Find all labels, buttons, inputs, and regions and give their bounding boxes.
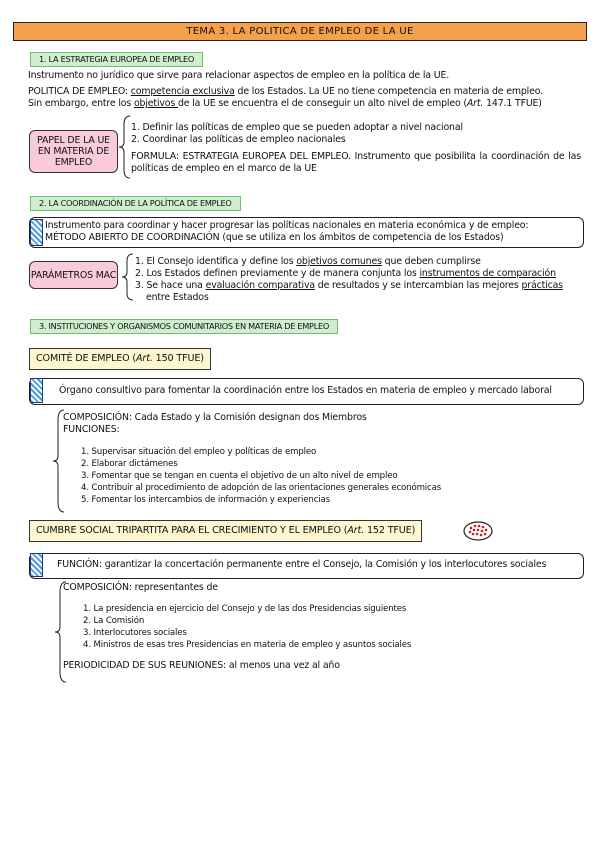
- cumbre-composicion: [63, 582, 218, 594]
- cumbre-title-text: CUMBRE SOCIAL TRIPARTITA PARA EL CRECIMIENTO Y EL EMPLEO (: [36, 525, 348, 536]
- pink-box-papel-ue: [29, 130, 118, 173]
- comite-funcion-3: 3. Fomentar que se tengan en cuenta el objetivo de un alto nivel de empleo: [81, 471, 398, 481]
- s2-item-3-underlined-2: prácticas: [521, 280, 563, 291]
- mac-note: (que se utiliza en los ámbitos de competencia de los Estados): [219, 232, 504, 243]
- s2-box-line-1: Instrumento para coordinar y hacer progresar las políticas nacionales en materia económica y de empleo:: [45, 220, 529, 231]
- comite-title-text: COMITÉ DE EMPLEO (: [36, 353, 137, 364]
- comite-funcion-4: 4. Contribuir al procedimiento de adopción de las orientaciones generales económicas: [81, 483, 442, 493]
- comite-funciones-label: FUNCIONES:: [63, 424, 120, 435]
- s2-item-1: [135, 256, 481, 268]
- comite-funcion-1: 1. Supervisar situación del empleo y políticas de empleo: [81, 447, 317, 457]
- cumbre-title: [29, 520, 422, 542]
- s2-item-3-underlined: evaluación comparativa: [205, 280, 315, 291]
- s2-brace: [121, 252, 135, 302]
- s1-formula: FORMULA: ESTRATEGIA EUROPEA DEL EMPLEO. Instrumento que posibilita la coordinación de las políticas de empleo en el marco de la UE: [131, 151, 581, 174]
- cumbre-item-4: 4. Ministros de esas tres Presidencias en materia de empleo y asuntos sociales: [83, 640, 412, 650]
- cumbre-funcion-text: : garantizar la concertación permanente entre el Consejo, la Comisión y los interlocutores sociales: [98, 559, 547, 570]
- comite-title: [29, 348, 211, 370]
- comite-composicion-label: COMPOSICIÓN: [63, 412, 129, 423]
- cumbre-title-art: Art.: [347, 525, 365, 536]
- comite-composicion-text: : Cada Estado y la Comisión designan dos Miembros: [128, 412, 367, 423]
- section-1-heading: 1. LA ESTRATEGIA EUROPEA DE EMPLEO: [30, 52, 203, 67]
- s1-paragraph-2: [28, 98, 542, 110]
- comite-funcion-2: 2. Elaborar dictámenes: [81, 459, 178, 469]
- s2-item-3: [135, 280, 563, 292]
- s2-item-3-cont: entre Estados: [146, 292, 209, 303]
- s1-p2-text: Sin embargo, entre los: [28, 98, 134, 109]
- s2-item-2: [135, 268, 556, 280]
- cumbre-funcion: [57, 559, 546, 571]
- s1-p2-underlined: objetivos: [133, 98, 178, 109]
- s2-box-line-2: [45, 232, 504, 244]
- s2-item-3-text-mid: de resultados y se intercambian las mejores: [314, 280, 522, 291]
- s1-brace: [118, 114, 132, 180]
- pink-box-parametros-mac: [29, 261, 118, 289]
- cumbre-composicion-label: COMPOSICIÓN: [63, 582, 129, 593]
- s2-item-1-underlined: objetivos comunes: [296, 256, 382, 267]
- comite-definition: Órgano consultivo para fomentar la coordinación entre los Estados en materia de empleo y mercado laboral: [59, 385, 552, 396]
- hatched-marker-icon: [30, 553, 43, 577]
- dotted-stamp-icon: [462, 520, 494, 542]
- s1-p1-underlined: competencia exclusiva: [130, 86, 235, 97]
- s1-paragraph-1: [28, 86, 543, 98]
- pink-box-parametros-mac-label: PARÁMETROS MAC: [30, 269, 117, 281]
- cumbre-composicion-text: : representantes de: [128, 582, 218, 593]
- s1-intro: Instrumento no jurídico que sirve para relacionar aspectos de empleo en la política de la UE.: [28, 70, 450, 81]
- s1-item-1: 1. Definir las políticas de empleo que se pueden adoptar a nivel nacional: [131, 122, 463, 133]
- s1-p2-text-end: 147.1 TFUE): [483, 98, 542, 109]
- cumbre-item-3: 3. Interlocutores sociales: [83, 628, 187, 638]
- s2-item-2-text: 2. Los Estados definen previamente y de manera conjunta los: [135, 268, 420, 279]
- comite-title-ref: 150 TFUE): [152, 353, 204, 364]
- s1-item-2: 2. Coordinar las políticas de empleo nacionales: [131, 134, 346, 145]
- hatched-marker-icon: [30, 378, 43, 403]
- s1-p2-art: Art.: [466, 98, 484, 109]
- comite-composicion: [63, 412, 367, 424]
- s2-item-2-underlined: instrumentos de comparación: [419, 268, 556, 279]
- cumbre-periodicidad: PERIODICIDAD DE SUS REUNIONES: al menos una vez al año: [63, 660, 340, 671]
- s2-item-1-text-end: que deben cumplirse: [381, 256, 481, 267]
- comite-title-art: Art.: [136, 353, 153, 364]
- section-2-heading: 2. LA COORDINACIÓN DE LA POLÍTICA DE EMPLEO: [30, 196, 241, 211]
- s1-p1-text-end: de los Estados. La UE no tiene competencia en materia de empleo.: [234, 86, 543, 97]
- section-3-heading: 3. INSTITUCIONES Y ORGANISMOS COMUNITARIOS EN MATERIA DE EMPLEO: [30, 319, 338, 334]
- cumbre-item-2: 2. La Comisión: [83, 616, 145, 626]
- s2-item-3-text: 3. Se hace una: [135, 280, 206, 291]
- cumbre-title-ref: 152 TFUE): [364, 525, 416, 536]
- mac-name: MÉTODO ABIERTO DE COORDINACIÓN: [45, 232, 220, 243]
- hatched-marker-icon: [30, 219, 43, 246]
- cumbre-funcion-label: FUNCIÓN: [57, 559, 99, 570]
- pink-box-papel-ue-label: PAPEL DE LA UE EN MATERIA DE EMPLEO: [37, 135, 110, 168]
- comite-funcion-5: 5. Fomentar los intercambios de información y experiencias: [81, 495, 330, 505]
- s1-p2-text-mid: de la UE se encuentra el de conseguir un alto nivel de empleo (: [177, 98, 467, 109]
- s1-p1-text: POLITICA DE EMPLEO:: [28, 86, 131, 97]
- s2-item-1-text: 1. El Consejo identifica y define los: [135, 256, 297, 267]
- cumbre-item-1: 1. La presidencia en ejercicio del Consejo y de las dos Presidencias siguientes: [83, 604, 407, 614]
- page-title: TEMA 3. LA POLITICA DE EMPLEO DE LA UE: [13, 22, 587, 41]
